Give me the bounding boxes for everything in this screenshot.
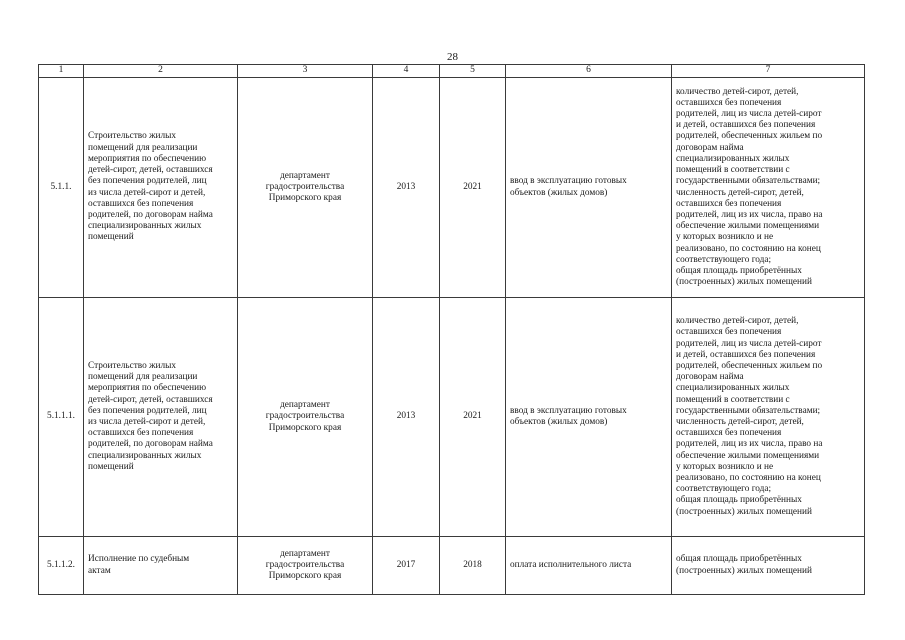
row-end-year: 2018 (440, 537, 506, 595)
cell-line: департамент (280, 170, 330, 181)
cell-line: Приморского края (268, 422, 342, 433)
row-result (506, 78, 672, 298)
row-start-year: 2013 (373, 78, 440, 298)
header-cell: 5 (440, 65, 506, 78)
cell-line: и детей, оставшихся без попечения (676, 349, 816, 360)
row-code: 5.1.1. (39, 78, 84, 298)
cell-line: без попечения родителей, лиц (88, 405, 207, 416)
cell-line: родителей, лиц из числа детей-сирот (676, 338, 822, 349)
cell-line: общая площадь приобретённых (676, 265, 802, 276)
table-row (39, 78, 865, 298)
row-end-year: 2021 (440, 298, 506, 537)
cell-line: Приморского края (268, 571, 342, 582)
measures-table (38, 64, 865, 595)
cell-line: родителей, лиц из числа детей-сирот (676, 109, 822, 120)
table-row (39, 298, 865, 537)
cell-line: у которых возникло и не (676, 461, 774, 472)
cell-line: соответствующего года; (676, 254, 772, 265)
cell-line: помещений (88, 232, 134, 243)
cell-line: ввод в эксплуатацию готовых (510, 405, 627, 416)
cell-line: Исполнение по судебным (88, 554, 190, 565)
cell-line: и детей, оставшихся без попечения (676, 120, 816, 131)
cell-line: актам (88, 565, 111, 576)
cell-line: численность детей-сирот, детей, (676, 417, 804, 427)
cell-line: Строительство жилых (88, 131, 177, 142)
cell-line: родителей, обеспеченных жильем по (676, 360, 823, 371)
header-cell: 6 (506, 65, 672, 78)
cell-line: градостроительства (265, 411, 345, 422)
cell-line: общая площадь приобретённых (676, 554, 802, 565)
row-indicators (672, 298, 865, 537)
cell-line: детей-сирот, детей, оставшихся (88, 165, 213, 176)
row-name (84, 537, 238, 595)
cell-line: (построенных) жилых помещений (676, 277, 812, 288)
cell-line: Приморского края (268, 193, 342, 204)
cell-line: оставшихся без попечения (88, 428, 194, 439)
row-name (84, 78, 238, 298)
cell-line: детей-сирот, детей, оставшихся (88, 394, 213, 405)
cell-line: государственными обязательствами; (676, 176, 821, 187)
cell-line: помещений (88, 461, 134, 472)
cell-line: общая площадь приобретённых (676, 495, 802, 506)
row-start-year: 2017 (373, 537, 440, 595)
cell-line: количество детей-сирот, детей, (676, 316, 799, 327)
cell-line: обеспечение жилыми помещениями (676, 450, 820, 461)
cell-line: (построенных) жилых помещений (676, 506, 812, 517)
cell-line: родителей, по договорам найма (88, 439, 213, 450)
cell-line: помещений в соответствии с (676, 165, 790, 176)
header-cell: 3 (238, 65, 373, 78)
cell-line: помещений для реализации (88, 372, 198, 383)
row-name (84, 298, 238, 537)
cell-line: оставшихся без попечения (676, 428, 782, 439)
cell-line: договорам найма (676, 142, 744, 153)
cell-line: родителей, по договорам найма (88, 209, 213, 220)
cell-line: из числа детей-сирот и детей, (88, 187, 206, 198)
cell-line: помещений для реализации (88, 142, 198, 153)
cell-line: департамент (280, 548, 330, 559)
header-cell: 1 (39, 65, 84, 78)
row-start-year: 2013 (373, 298, 440, 537)
cell-line: оставшихся без попечения (676, 97, 782, 108)
cell-line: реализовано, по состоянию на конец (676, 243, 821, 254)
cell-line: помещений в соответствии с (676, 394, 790, 405)
row-code: 5.1.1.1. (39, 298, 84, 537)
cell-line: мероприятия по обеспечению (88, 383, 207, 394)
cell-line: обеспечение жилыми помещениями (676, 221, 820, 232)
cell-line: у которых возникло и не (676, 232, 774, 243)
cell-line: соответствующего года; (676, 484, 772, 495)
cell-line: специализированных жилых (88, 221, 202, 232)
row-indicators (672, 78, 865, 298)
cell-line: градостроительства (265, 559, 345, 570)
cell-line: (построенных) жилых помещений (676, 565, 812, 576)
cell-line: оставшихся без попечения (676, 327, 782, 338)
cell-line: ввод в эксплуатацию готовых (510, 176, 627, 187)
cell-line: Строительство жилых (88, 360, 177, 371)
cell-line: объектов (жилых домов) (510, 417, 608, 427)
row-result (506, 298, 672, 537)
page-number: 28 (447, 51, 458, 63)
table-row (39, 537, 865, 595)
header-cell: 4 (373, 65, 440, 78)
cell-line: мероприятия по обеспечению (88, 153, 207, 164)
cell-line: родителей, лиц из их числа, право на (676, 439, 823, 450)
cell-line: объектов (жилых домов) (510, 187, 608, 198)
row-executor (238, 78, 373, 298)
cell-line: без попечения родителей, лиц (88, 176, 207, 187)
cell-line: специализированных жилых (676, 383, 790, 394)
cell-line: специализированных жилых (676, 153, 790, 164)
cell-line: оставшихся без попечения (676, 198, 782, 209)
cell-line: оплата исполнительного листа (510, 559, 632, 570)
cell-line: из числа детей-сирот и детей, (88, 417, 206, 427)
row-executor (238, 537, 373, 595)
cell-line: реализовано, по состоянию на конец (676, 473, 821, 484)
cell-line: государственными обязательствами; (676, 405, 821, 416)
header-cell: 7 (672, 65, 865, 78)
header-row (39, 65, 865, 78)
cell-line: родителей, обеспеченных жильем по (676, 131, 823, 142)
cell-line: градостроительства (265, 181, 345, 192)
cell-line: департамент (280, 400, 330, 411)
cell-line: количество детей-сирот, детей, (676, 86, 799, 97)
row-end-year: 2021 (440, 78, 506, 298)
cell-line: родителей, лиц из их числа, право на (676, 209, 823, 220)
header-cell: 2 (84, 65, 238, 78)
row-indicators (672, 537, 865, 595)
row-result (506, 537, 672, 595)
cell-line: оставшихся без попечения (88, 198, 194, 209)
row-executor (238, 298, 373, 537)
row-code: 5.1.1.2. (39, 537, 84, 595)
cell-line: договорам найма (676, 372, 744, 383)
cell-line: специализированных жилых (88, 450, 202, 461)
cell-line: численность детей-сирот, детей, (676, 187, 804, 198)
